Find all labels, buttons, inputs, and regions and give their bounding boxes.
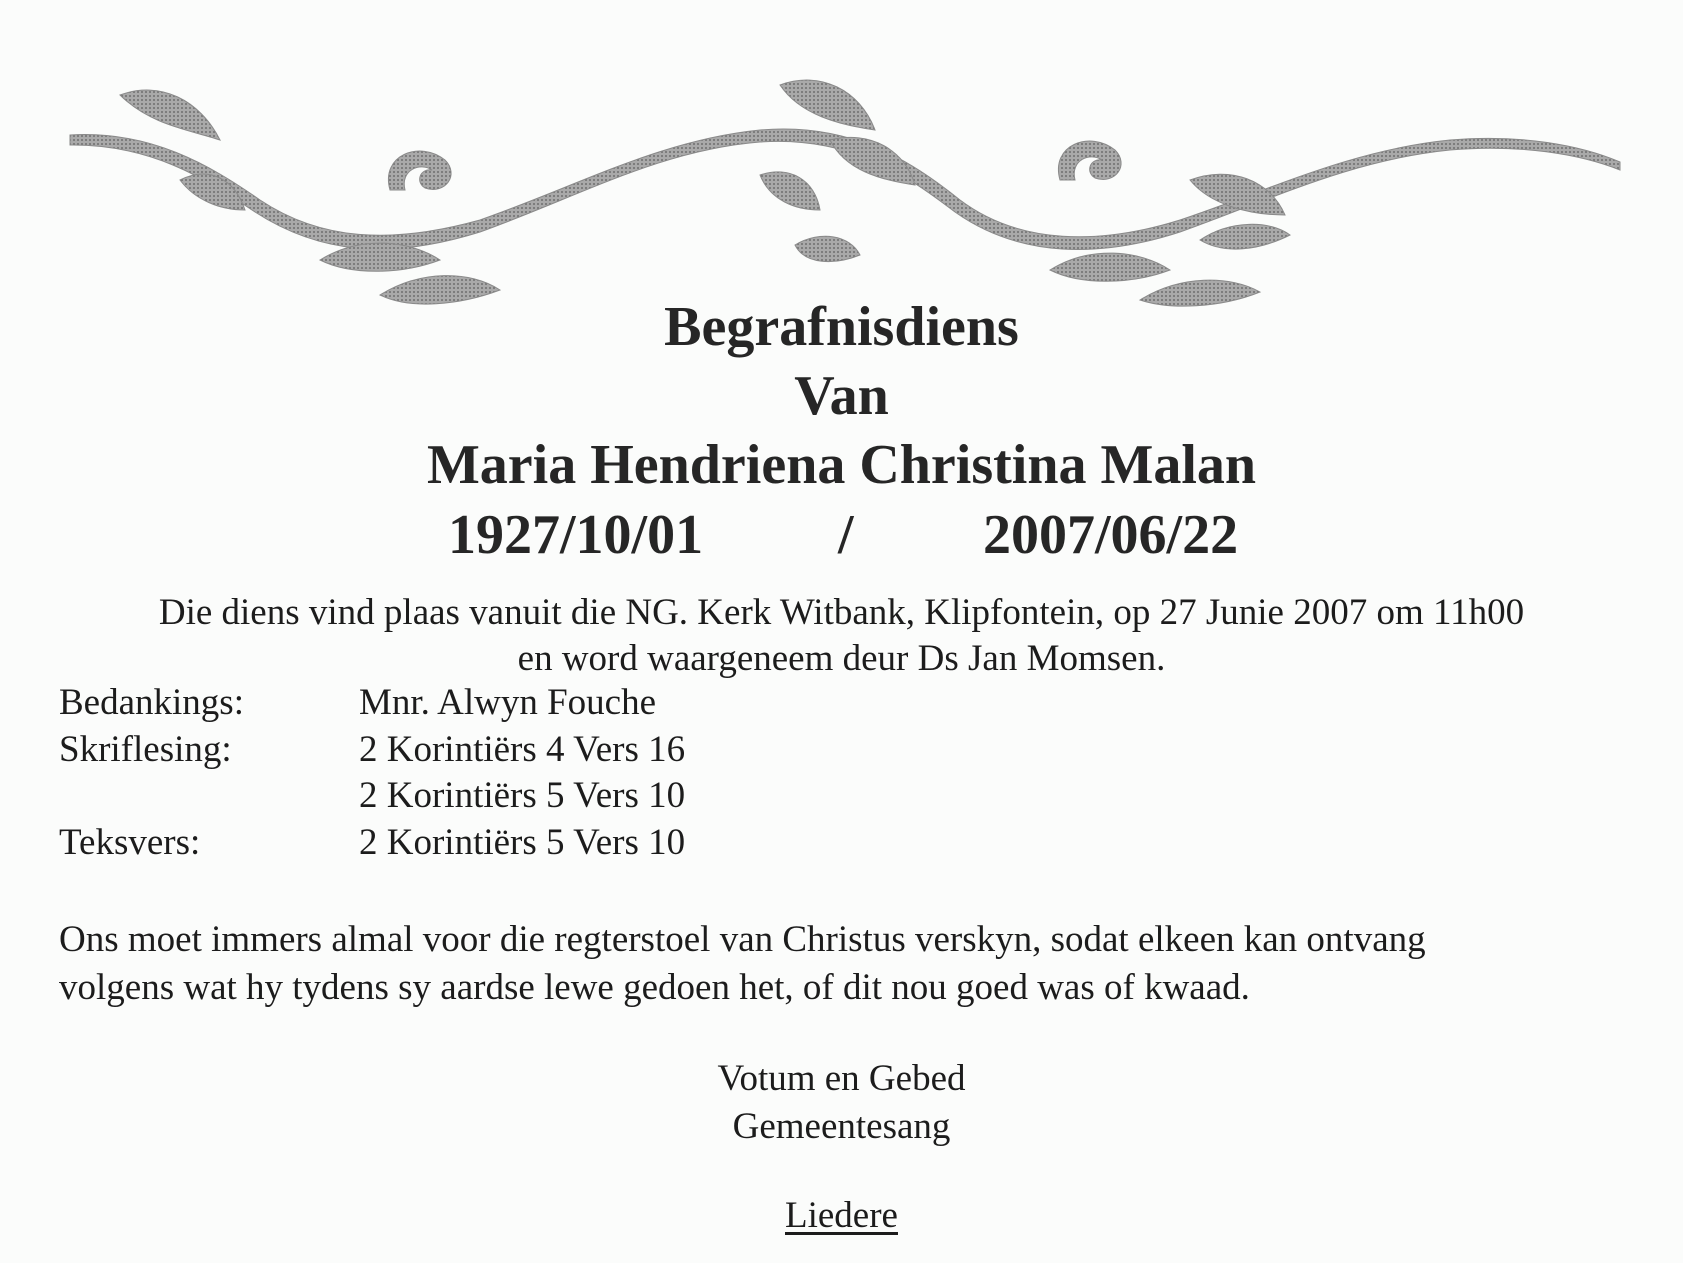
- section-heading-liedere: Liedere: [785, 1195, 898, 1236]
- skriflesing-row-2: [0, 773, 1683, 819]
- program-item-votum: Votum en Gebed: [717, 1058, 966, 1099]
- teksvers-value: 2 Korintiërs 5 Vers 10: [359, 822, 686, 863]
- bedankings-value: Mnr. Alwyn Fouche: [359, 682, 657, 723]
- life-dates: [0, 501, 1683, 569]
- service-title: Begrafnisdiens: [664, 296, 1019, 358]
- teksvers-label: Teksvers:: [59, 822, 201, 863]
- service-details-line-1: Die diens vind plaas vanuit die NG. Kerk Witbank, Klipfontein, op 27 Junie 2007 om 11h00: [158, 592, 1525, 633]
- scripture-text-line-2: volgens wat hy tydens sy aardse lewe gedoen het, of dit nou goed was of kwaad.: [59, 967, 1250, 1008]
- date-separator: /: [838, 504, 854, 566]
- program-item-gemeentesang: Gemeentesang: [732, 1106, 951, 1147]
- skriflesing-label: Skriflesing:: [59, 729, 232, 770]
- scripture-text-line-1: Ons moet immers almal voor die regterstoel van Christus verskyn, sodat elkeen kan ontvang: [59, 919, 1426, 960]
- service-details-line-2: en word waargeneem deur Ds Jan Momsen.: [517, 638, 1166, 679]
- bedankings-row: [0, 680, 1683, 726]
- birth-date: 1927/10/01: [448, 504, 704, 566]
- death-date: 2007/06/22: [983, 504, 1239, 566]
- deceased-name: Maria Hendriena Christina Malan: [426, 434, 1257, 496]
- teksvers-row: [0, 820, 1683, 866]
- skriflesing-value-1: 2 Korintiërs 4 Vers 16: [359, 729, 686, 770]
- floral-scroll-divider-icon: [60, 70, 1630, 310]
- skriflesing-value-2: 2 Korintiërs 5 Vers 10: [359, 775, 686, 816]
- title-van: Van: [794, 365, 889, 427]
- bedankings-label: Bedankings:: [59, 682, 244, 723]
- skriflesing-row: [0, 727, 1683, 773]
